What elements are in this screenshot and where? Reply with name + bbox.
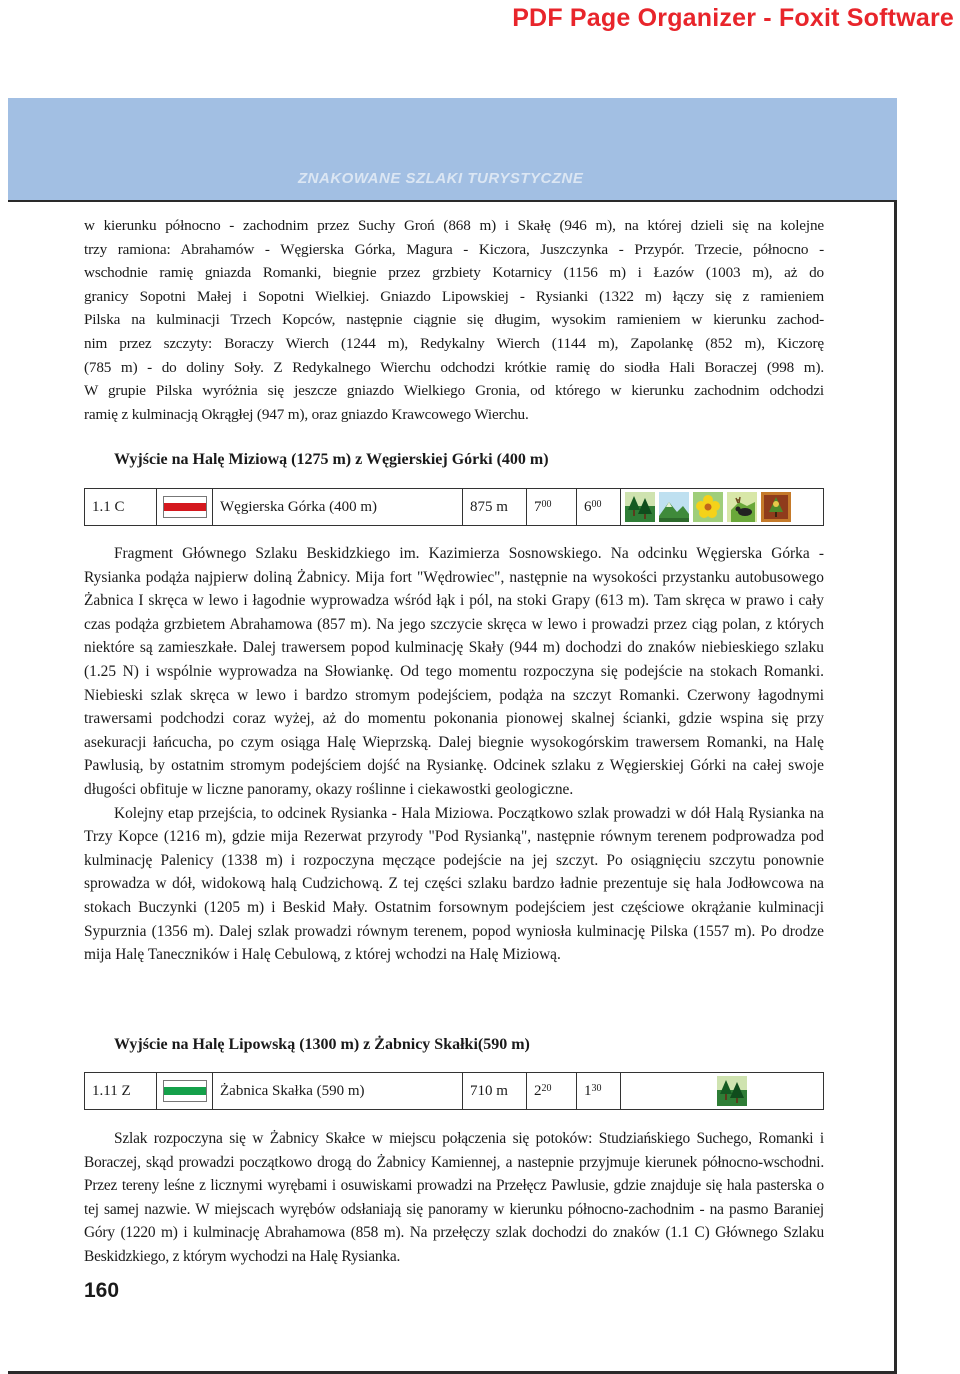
intro-line: wschodnie ramię gniazda Romanki, biegnie przez grzbiety Kotarnicy (1156 m) i Łazów (1003 m), aż do xyxy=(84,264,824,282)
paragraph: Szlak rozpoczyna się w Żabnicy Skałce w miejscu połączenia się potoków: Studziańskiego Suchego, Romanki i Boraczej, skąd prowadzi początkowo drogą do Żabnicy Kamiennej, a nastepnie przyjmuje kierunek północno-wschodni. Przez tereny leśne z licznymi wyrębami i osuwiskami prowadzi na Przełęcz Pawlusie, gdzie znajduje się hala pasterska o tej samej nazwie. W miejscach wyrębów odsłaniają się panoramy w kierunku północno-zachodnim - na pasmo Baraniej Góry (1220 m) i kulminację Abrahamowa (858 m). Na przełęczy szlak dochodzi do znaków (1.1 C) Głównego Szlaku Beskidzkiego, z którym wychodzi na Halę Rysianka. xyxy=(84,1130,824,1265)
trail-elevation: 875 m xyxy=(463,489,527,525)
header-divider xyxy=(8,200,897,202)
trail-sign-cell xyxy=(157,1073,213,1109)
route-heading: Wyjście na Halę Miziową (1275 m) z Węgierskiej Górki (400 m) xyxy=(114,451,549,468)
trail-marker-icon xyxy=(163,1080,207,1102)
trail-time-down: 1 $^{30}$ xyxy=(577,1073,621,1109)
intro-line: granicy Sopotni Małej i Sopotni Wielkiej. Gniazdo Lipowskiej - Rysianki (1322 m) łączy się z ramieniem xyxy=(84,287,824,305)
app-banner: PDF Page Organizer - Foxit Software xyxy=(512,4,954,32)
trail-code: 1.11 Z xyxy=(85,1073,157,1109)
flower-icon xyxy=(693,492,723,522)
route-heading: Wyjście na Halę Lipowską (1300 m) z Żabnicy Skałki(590 m) xyxy=(114,1036,530,1053)
intro-text xyxy=(84,214,824,426)
paragraph: Kolejny etap przejścia, to odcinek Rysianka - Hala Miziowa. Początkowo szlak prowadzi w dół Halą Rysianka na Trzy Kopce (1216 m), gdzie mija Rezerwat przyrody "Pod Rysianką", następnie równym terenem podprowadza pod kulminację Palenicy (1338 m) i rozpoczyna męczące podejście na jej szczyt. Po osiągnięciu szczytu ponownie sprowadza w dół, widokową halą Cudzichową. Z tej części szlaku bardzo ładnie prezentuje się hala Jodłowcowa na stokach Buczynki (1205 m) i Beskid Mały. Ostatnim forsownym podejściem jest częściowe okrążanie kulminacji Sypurznia (1356 m). Dalej szlak prowadzi równym terenem, popod wyniosła kulminację Pilska (1557 m). Po drodze mija Halę Taneczników i Halę Cebulową, z której wchodzi na Halę Miziową. xyxy=(84,804,824,964)
trail-start: Żabnica Skałka (590 m) xyxy=(213,1073,463,1109)
intro-line: (785 m) - do doliny Soły. Z Redykalnego Wierchu odchodzi krótkie ramię do siodła Hali Boraczej (998 m). xyxy=(84,358,824,376)
intro-line: w kierunku północno - zachodnim przez Suchy Groń (868 m) i Skałę (946 m), na której dzieli się na kolejne xyxy=(84,217,824,234)
forest-icon xyxy=(625,492,655,522)
intro-line: Pilska na kulminacji Trzech Kopców, następnie ciągnie się długim, wysokim ramieniem w kierunku zachod- xyxy=(84,311,824,329)
forest-icon xyxy=(717,1076,747,1106)
route-description xyxy=(84,1127,824,1269)
wildlife-icon xyxy=(727,492,757,522)
trail-time-up: 2 $^{20}$ xyxy=(527,1073,577,1109)
section-title: ZNAKOWANE SZLAKI TURYSTYCZNE xyxy=(298,170,584,187)
trail-start: Węgierska Górka (400 m) xyxy=(213,489,463,525)
trail-time-up: 7 $^{00}$ xyxy=(527,489,577,525)
trail-sign-cell xyxy=(157,489,213,525)
trail-elevation: 710 m xyxy=(463,1073,527,1109)
intro-line: ramię z kulminacją Okrągłej (947 m), oraz gniazdo Krawcowego Wierchu. xyxy=(84,405,529,423)
intro-line: trzy ramiona: Abrahamów - Węgierska Górka, Magura - Kiczora, Juszczynka - Przypór. Trzecie, północno - xyxy=(84,240,824,258)
paragraph: Fragment Głównego Szlaku Beskidzkiego im. Kazimierza Sosnowskiego. Na odcinku Węgierska Górka - Rysianka podąża najpierw doliną Żabnicy. Mija fort "Wędrowiec", następnie na wysokości przystanku autobusowego Żabnica I skręca w lewo i łagodnie wyprowadza wśród łąk i pól, na stoki Grapy (613 m). Tam skręca w prawo i cały czas podąża grzbietem Abrahamowa (857 m). Na jego szczycie skręca w lewo i prowadzi przez ciąg polan, z których niektóre są zamieszkałe. Dalej trawersem popod kulminację Skały (944 m) dochodzi do znaków niebieskiego szlaku (1.25 N) i wspólnie wyprowadza na Słowiankę. Od tego momentu rozpoczyna się podejście na stokach Romanki. Niebieski szlak skręca w lewo i bardzo stromym podejściem, podąża na szczyt Romanki. Czerwony łagodnymi trawersami podchodzi coraz wyżej, aż do momentu pokonania pionowej skalnej ścianki, gdzie wspina się przy asekuracji łańcucha, po czym osiąga Halę Wieprzską. Dalej biegnie wysokogórskim trawersem Romanki, na Halę Pawlusią, by ostatnim stromym podejściem dojść na Rysiankę. Odcinek szlaku z Węgierskiej Górki na całej swoje długości obfituje w liczne panoramy, okazy roślinne i ciekawostki geologiczne. xyxy=(84,545,824,798)
intro-line: W grupie Pilska wyróżnia się jeszcze gniazdo Wielkiego Gronia, od którego w kierunku zachodnim odchodzi xyxy=(84,382,824,400)
trail-info-table xyxy=(84,1072,824,1110)
intro-line: nim przez szczyty: Boraczy Wierch (1244 m), Redykalny Wierch (1144 m), Zapolankę (852 m), Kiczorę xyxy=(84,334,824,352)
mountains-icon xyxy=(659,492,689,522)
trail-code: 1.1 C xyxy=(85,489,157,525)
trail-attractions xyxy=(621,489,823,525)
trail-time-down: 6 $^{00}$ xyxy=(577,489,621,525)
trail-attractions xyxy=(621,1073,823,1109)
route-description xyxy=(84,542,824,967)
trail-info-table xyxy=(84,488,824,526)
trail-marker-icon xyxy=(163,496,207,518)
nature-reserve-icon xyxy=(761,492,791,522)
page-number: 160 xyxy=(84,1279,120,1302)
